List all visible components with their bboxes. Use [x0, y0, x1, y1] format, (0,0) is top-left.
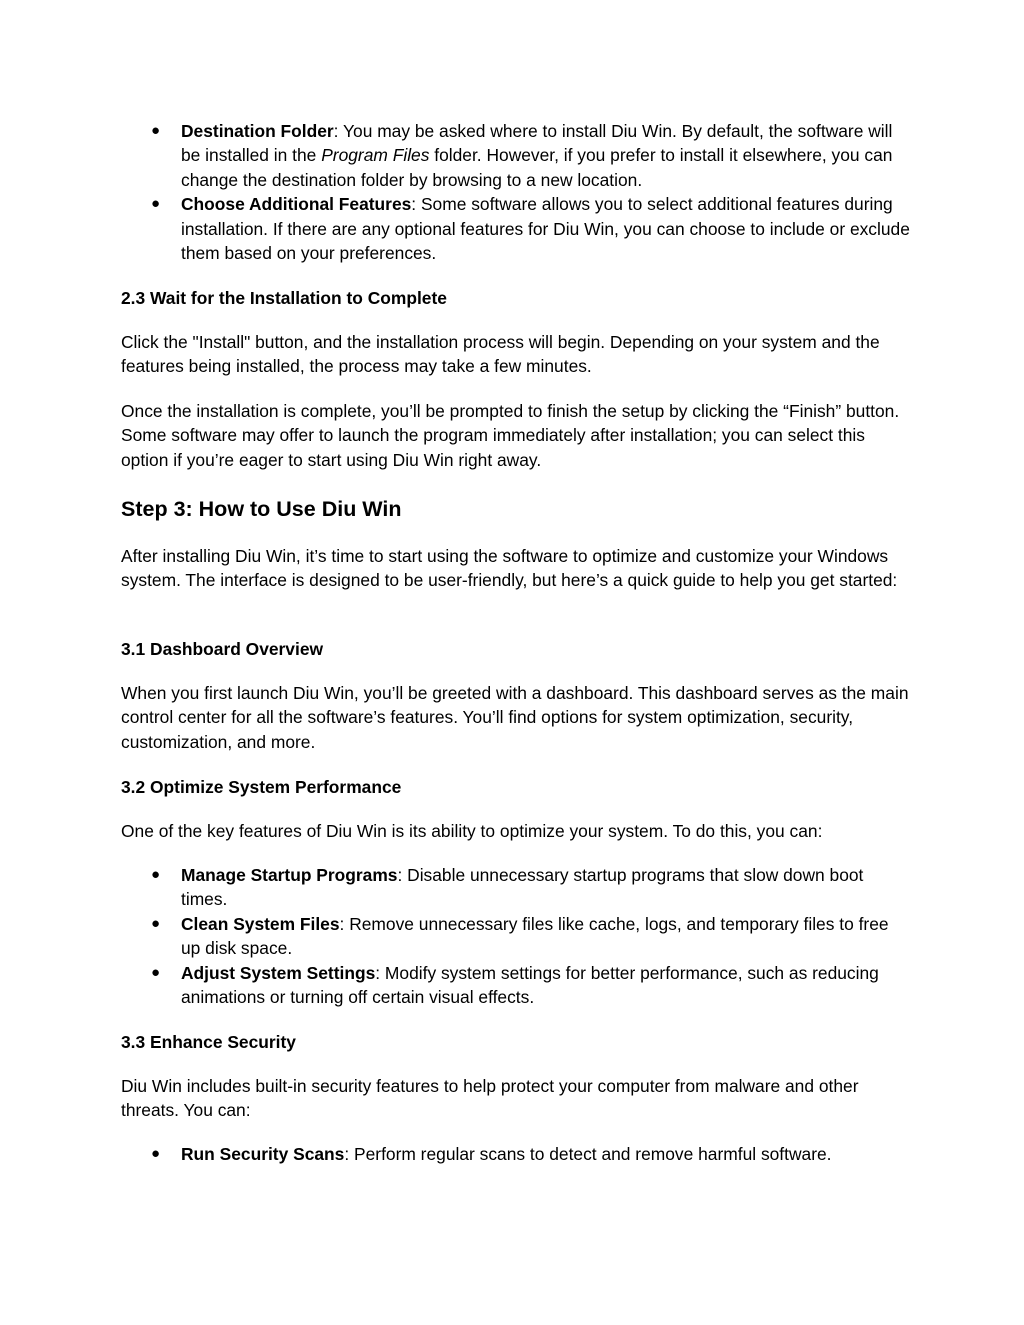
install-options-list	[121, 119, 911, 265]
list-item-text: : Remove unnecessary files like cache, logs, and temporary files to free up disk space.	[181, 913, 889, 959]
bullet-icon: ●	[151, 195, 161, 213]
section-heading-3-3: 3.3 Enhance Security	[121, 1032, 296, 1052]
optimize-list	[121, 863, 911, 1009]
list-item-text: : Some software allows you to select additional features during installation. If there are any optional features for Diu Win, you can choose to include or exclude them based on your preferences.	[181, 194, 910, 264]
section-heading-2-3: 2.3 Wait for the Installation to Complete	[121, 288, 447, 308]
paragraph: When you first launch Diu Win, you’ll be greeted with a dashboard. This dashboard serves as the main control center for all the software’s features. You’ll find options for system optimization, security, customization, and more.	[121, 683, 909, 752]
list-item	[121, 863, 911, 912]
section-heading-3-1: 3.1 Dashboard Overview	[121, 639, 324, 659]
list-item-text: : Disable unnecessary startup programs that slow down boot times.	[181, 865, 864, 910]
step-heading: Step 3: How to Use Diu Win	[121, 497, 402, 521]
list-item-text: folder. However, if you prefer to install it elsewhere, you can change the destination folder by browsing to a new location.	[181, 145, 893, 190]
paragraph: Once the installation is complete, you’ll be prompted to finish the setup by clicking the “Finish” button. Some software may offer to launch the program immediately after installation; you can select this option if you’re eager to start using Diu Win right away.	[121, 401, 900, 470]
list-item-text: : Perform regular scans to detect and remove harmful software.	[344, 1144, 832, 1164]
list-item-term: Adjust System Settings	[181, 962, 376, 983]
list-item-text: : You may be asked where to install Diu Win. By default, the software will be installed in the	[181, 121, 893, 166]
security-list	[121, 1142, 911, 1166]
list-item-term: Run Security Scans	[181, 1144, 345, 1164]
list-item	[121, 912, 911, 961]
bullet-icon: ●	[151, 914, 161, 932]
list-item-term: Manage Startup Programs	[181, 865, 398, 885]
bullet-icon: ●	[151, 963, 161, 981]
list-item-text: : Modify system settings for better performance, such as reducing animations or turning off certain visual effects.	[181, 962, 879, 1008]
list-item	[121, 961, 911, 1010]
list-item-term: Destination Folder	[181, 121, 334, 141]
list-item-italic: Program Files	[321, 145, 430, 166]
paragraph: Click the "Install" button, and the installation process will begin. Depending on your system and the features being installed, the process may take a few minutes.	[121, 332, 880, 377]
bullet-icon: ●	[151, 866, 161, 883]
list-item-term: Clean System Files	[181, 913, 340, 934]
paragraph: Diu Win includes built-in security features to help protect your computer from malware and other threats. You can:	[121, 1076, 859, 1121]
list-item	[121, 119, 911, 192]
list-item	[121, 192, 911, 265]
list-item	[121, 1142, 911, 1166]
paragraph: After installing Diu Win, it’s time to start using the software to optimize and customize your Windows system. The interface is designed to be user-friendly, but here’s a quick guide to help you get started:	[121, 546, 898, 591]
list-item-term: Choose Additional Features	[181, 194, 412, 215]
paragraph: One of the key features of Diu Win is its ability to optimize your system. To do this, you can:	[121, 821, 823, 841]
bullet-icon: ●	[151, 122, 161, 139]
bullet-icon: ●	[151, 1145, 161, 1162]
section-heading-3-2: 3.2 Optimize System Performance	[121, 777, 402, 797]
